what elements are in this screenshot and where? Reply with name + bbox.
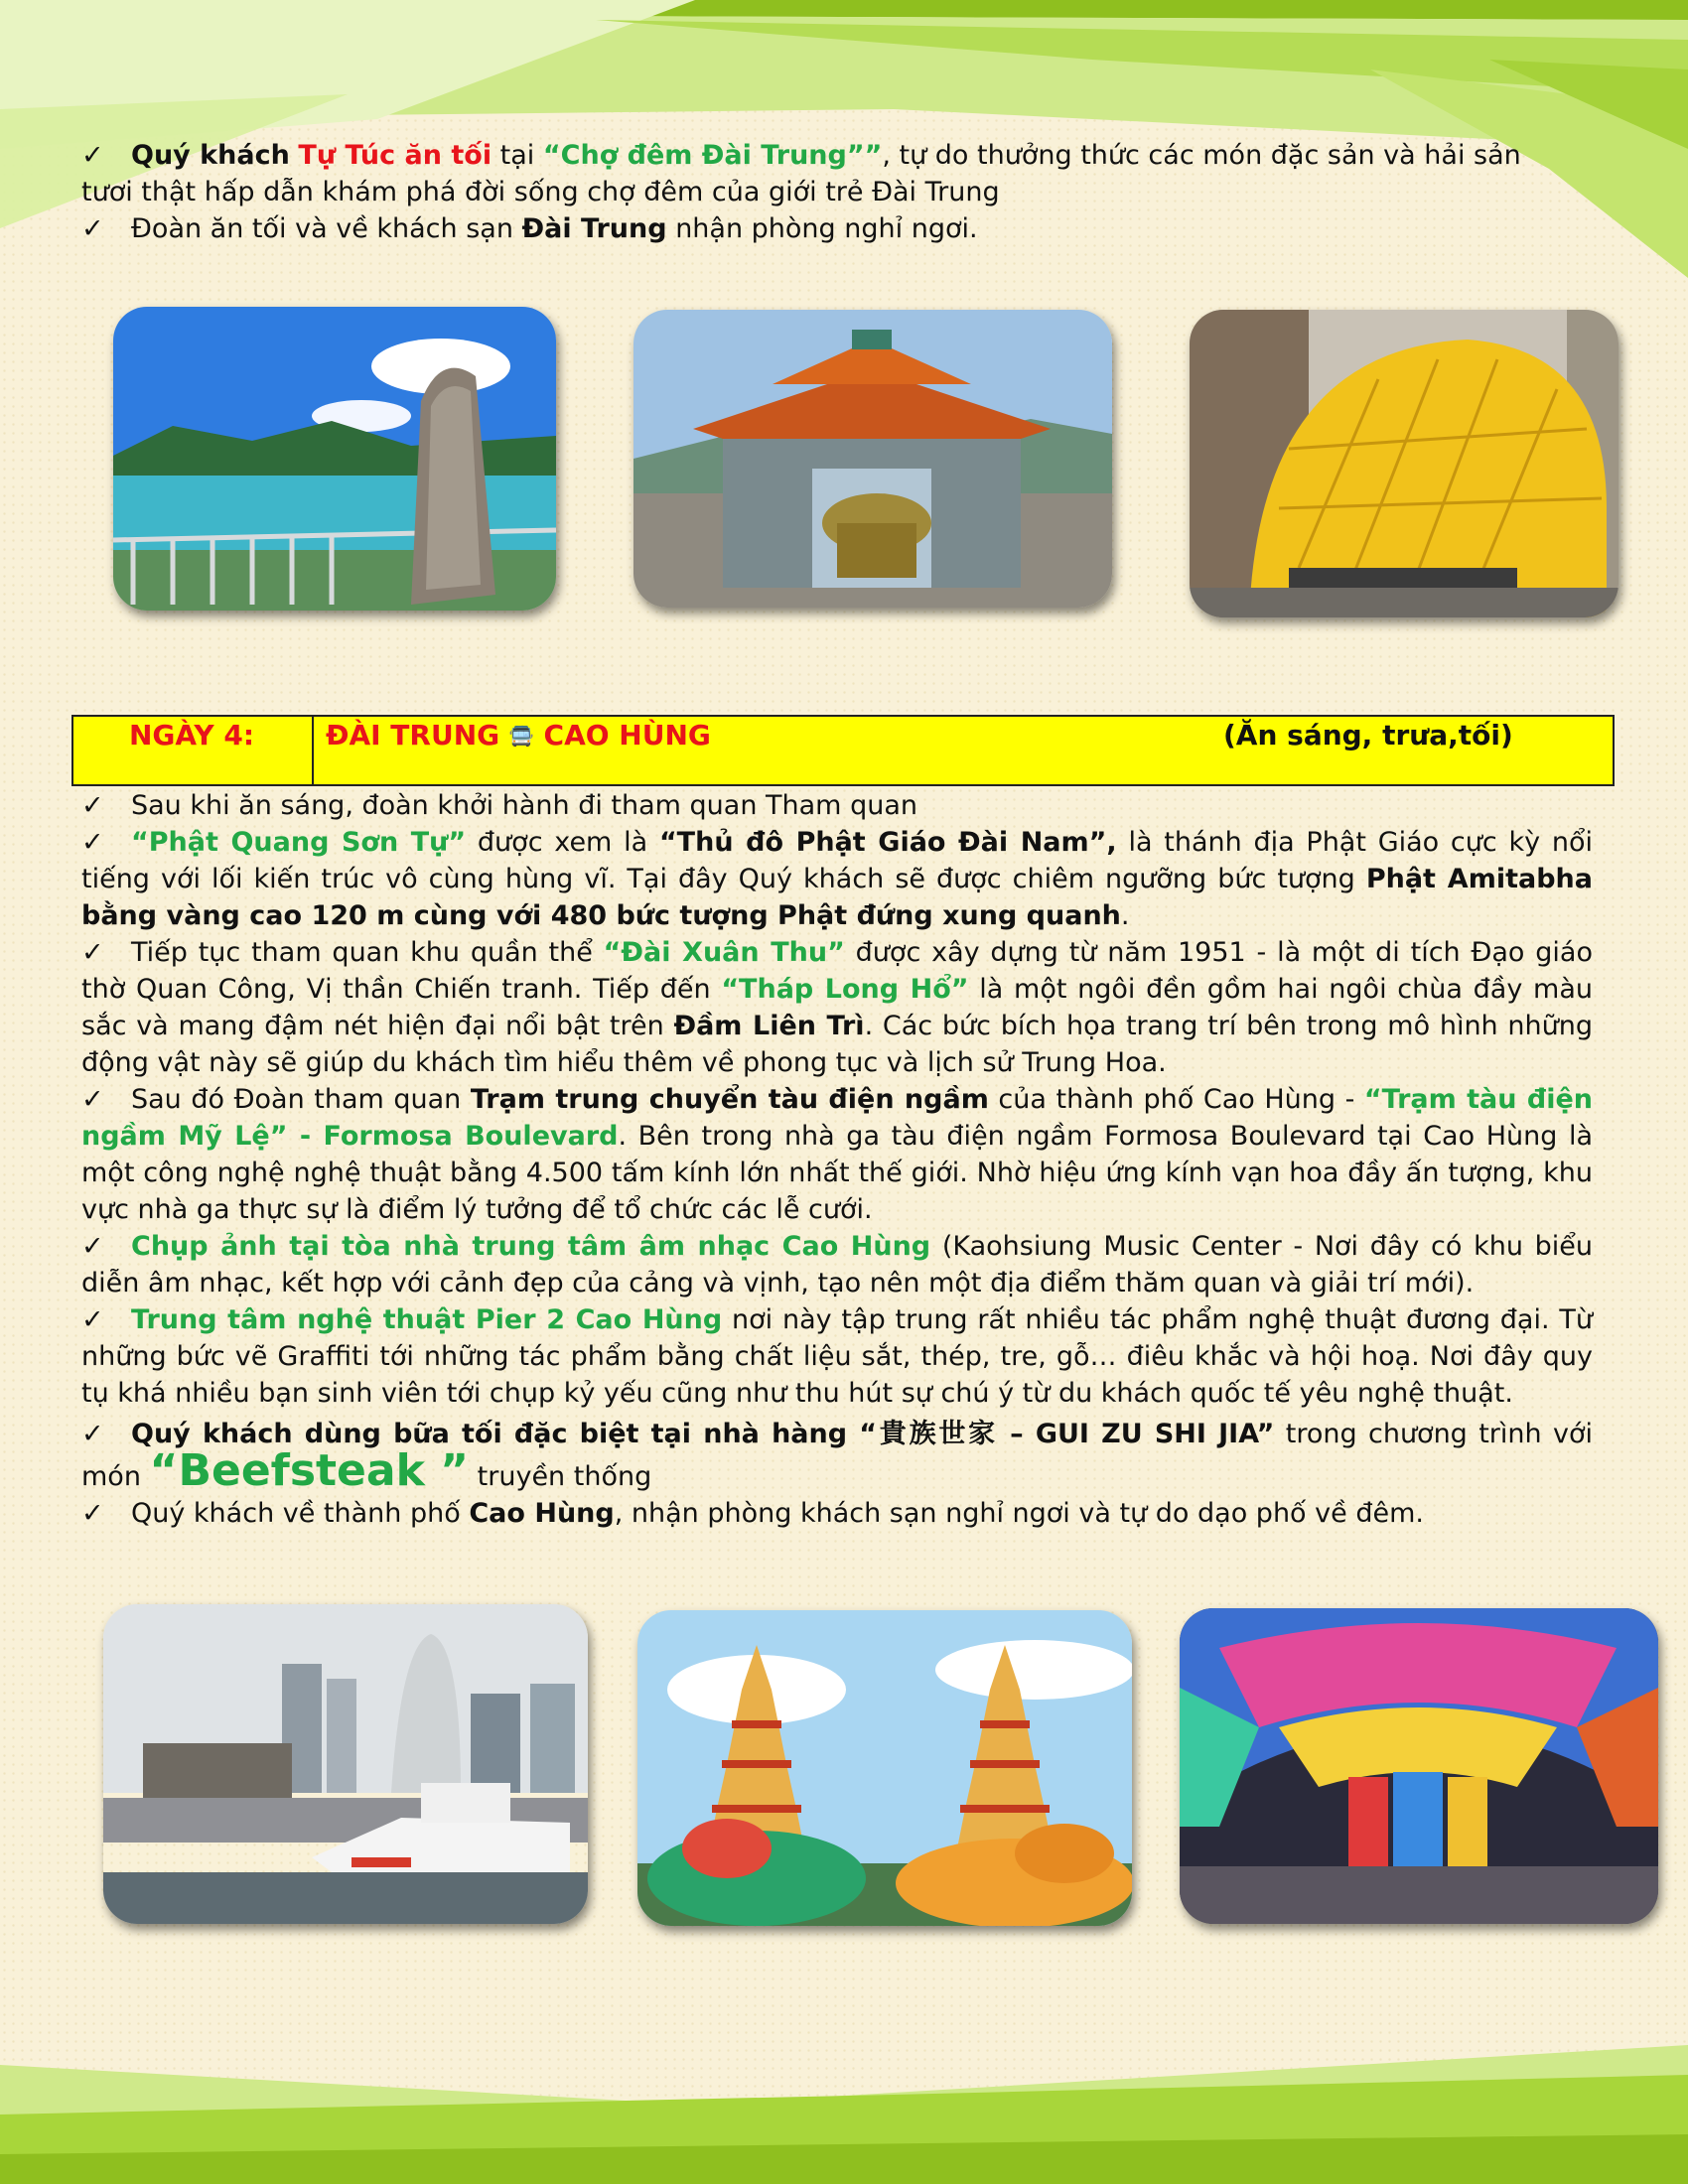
photo-pineapple-sculpture: [1190, 310, 1618, 617]
itinerary-item: ✓ Quý khách về thành phố Cao Hùng, nhận phòng khách sạn nghỉ ngơi và tự do dạo phố về đêm.: [81, 1495, 1593, 1532]
intro-line-2: ✓ Đoàn ăn tối và về khách sạn Đài Trung nhận phòng nghỉ ngơi.: [81, 210, 1591, 247]
day-meals: (Ăn sáng, trưa,tối): [1223, 719, 1513, 751]
intro-text: [81, 137, 1591, 247]
itinerary-item: ✓ Trung tâm nghệ thuật Pier 2 Cao Hùng nơi này tập trung rất nhiều tác phẩm nghệ thuật đương đại. Từ những bức vẽ Graffiti tới những tác phẩm bằng chất liệu sắt, thép, tre, gỗ… điêu khắc và hội hoạ. Nơi đây quy tụ khá nhiều bạn sinh viên tới chụp kỷ yếu cũng như thu hút sự chú ý từ du khách quốc tế yêu nghệ thuật.: [81, 1301, 1593, 1412]
day-route: ĐÀI TRUNG 🚍 CAO HÙNG: [326, 719, 711, 751]
check-icon: ✓: [81, 213, 104, 244]
check-icon: ✓: [81, 1231, 104, 1262]
check-icon: ✓: [81, 1304, 104, 1335]
bottom-decorative-band: [0, 2035, 1688, 2184]
photo-kaohsiung-harbor: [103, 1604, 588, 1924]
check-icon: ✓: [81, 1419, 104, 1449]
beefsteak-highlight: “Beefsteak ”: [149, 1445, 470, 1496]
photo-sun-moon-lake: [113, 307, 556, 611]
bus-icon: 🚍: [508, 724, 534, 748]
check-icon: ✓: [81, 1498, 104, 1529]
itinerary-item: ✓ “Phật Quang Sơn Tự” được xem là “Thủ đô Phật Giáo Đài Nam”, là thánh địa Phật Giáo cực kỳ nổi tiếng với lối kiến trúc vô cùng hùng vĩ. Tại đây Quý khách sẽ được chiêm ngưỡng bức tượng Phật Amitabha bằng vàng cao 120 m cùng với 480 bức tượng Phật đứng xung quanh.: [81, 824, 1593, 934]
day-label: NGÀY 4:: [129, 719, 255, 751]
itinerary-item: ✓ Sau đó Đoàn tham quan Trạm trung chuyển tàu điện ngầm của thành phố Cao Hùng - “Trạm tàu điện ngầm Mỹ Lệ” - Formosa Boulevard. Bên trong nhà ga tàu điện ngầm Formosa Boulevard tại Cao Hùng là một công nghệ nghệ thuật bằng 4.500 tấm kính lớn nhất thế giới. Nhờ hiệu ứng kính vạn hoa đầy ấn tượng, khu vực nhà ga thực sự là điểm lý tưởng để tổ chức các lễ cưới.: [81, 1081, 1593, 1228]
check-icon: ✓: [81, 140, 104, 171]
check-icon: ✓: [81, 1084, 104, 1115]
check-icon: ✓: [81, 937, 104, 968]
itinerary-item: ✓ Quý khách dùng bữa tối đặc biệt tại nhà hàng “貴族世家 – GUI ZU SHI JIA” trong chương trình với món “Beefsteak ” truyền thống: [81, 1416, 1593, 1495]
itinerary-item: ✓ Chụp ảnh tại tòa nhà trung tâm âm nhạc Cao Hùng (Kaohsiung Music Center - Nơi đây có khu biểu diễn âm nhạc, kết hợp với cảnh đẹp của cảng và vịnh, tạo nên một địa điểm thăm quan và giải trí mới).: [81, 1228, 1593, 1301]
check-icon: ✓: [81, 827, 104, 858]
photo-temple-gate: [633, 310, 1112, 608]
intro-line-1: ✓ Quý khách Tự Túc ăn tối tại “Chợ đêm Đài Trung””, tự do thưởng thức các món đặc sản và hải sản: [81, 137, 1591, 174]
check-icon: ✓: [81, 790, 104, 821]
day-4-header: [71, 715, 1615, 786]
day-label-cell: [73, 717, 314, 784]
photo-formosa-boulevard-dome: [1180, 1608, 1658, 1924]
intro-line-1-continued: tươi thật hấp dẫn khám phá đời sống chợ đêm của giới trẻ Đài Trung: [81, 177, 1000, 207]
itinerary-item: ✓ Tiếp tục tham quan khu quần thể “Đài Xuân Thu” được xây dựng từ năm 1951 - là một di tích Đạo giáo thờ Quan Công, Vị thần Chiến tranh. Tiếp đến “Tháp Long Hổ” là một ngôi đền gồm hai ngôi chùa đầy màu sắc và mang đậm nét hiện đại nổi bật trên Đầm Liên Trì. Các bức bích họa trang trí bên trong mô hình những động vật này sẽ giúp du khách tìm hiểu thêm về phong tục và lịch sử Trung Hoa.: [81, 934, 1593, 1081]
day-4-itinerary: [81, 787, 1593, 1532]
photo-dragon-tiger-pagodas: [637, 1610, 1132, 1926]
itinerary-item: ✓ Sau khi ăn sáng, đoàn khởi hành đi tham quan Tham quan: [81, 787, 1593, 824]
